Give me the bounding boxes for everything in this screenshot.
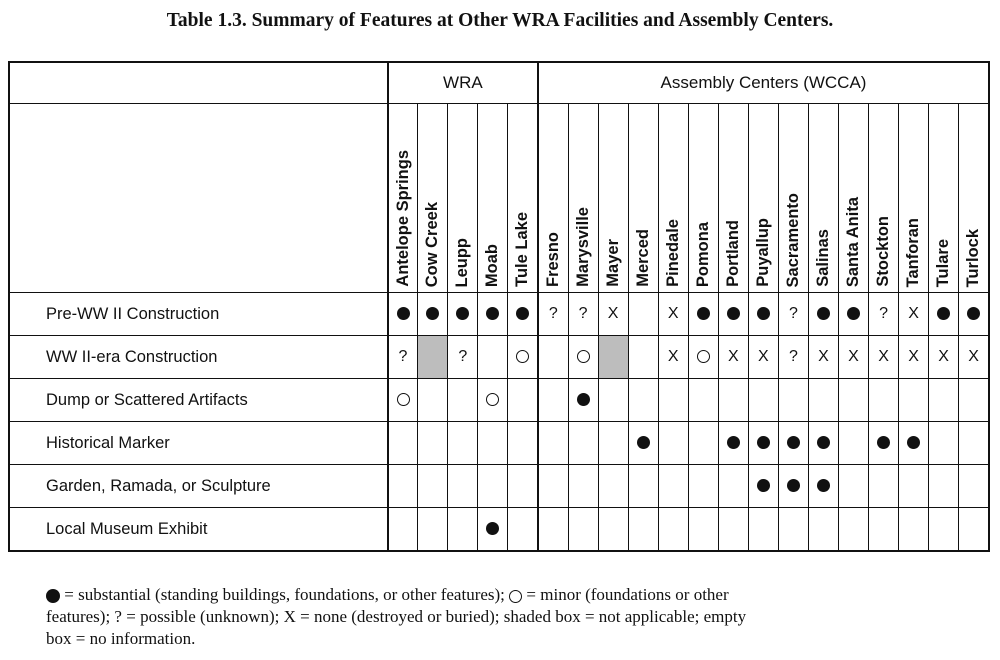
substantial-cell <box>748 422 778 465</box>
substantial-cell <box>869 422 899 465</box>
column-header <box>838 104 868 293</box>
question-mark: ? <box>788 348 798 365</box>
filled-circle-icon <box>817 436 830 449</box>
empty-cell <box>388 465 418 508</box>
possible-cell <box>869 293 899 336</box>
empty-cell <box>778 508 808 552</box>
substantial-cell <box>388 293 418 336</box>
substantial-cell <box>448 293 478 336</box>
question-mark: ? <box>788 305 798 322</box>
column-header <box>448 104 478 293</box>
possible-cell <box>778 336 808 379</box>
empty-cell <box>869 465 899 508</box>
column-header-label: Marysville <box>573 207 592 287</box>
substantial-cell <box>718 422 748 465</box>
empty-cell <box>688 508 718 552</box>
none-cell <box>718 336 748 379</box>
filled-circle-icon <box>757 436 770 449</box>
table-row <box>9 293 989 336</box>
filled-circle-icon <box>907 436 920 449</box>
empty-cell <box>478 336 508 379</box>
none-cell <box>598 293 628 336</box>
substantial-cell <box>508 293 538 336</box>
empty-cell <box>899 379 929 422</box>
empty-cell <box>448 465 478 508</box>
empty-cell <box>568 422 598 465</box>
x-mark: X <box>878 348 889 365</box>
column-header <box>688 104 718 293</box>
none-cell <box>748 336 778 379</box>
empty-cell <box>628 379 658 422</box>
column-header-label: Cow Creek <box>423 201 442 287</box>
open-circle-icon <box>397 393 410 406</box>
empty-cell <box>478 465 508 508</box>
column-header <box>808 104 838 293</box>
filled-circle-icon <box>937 307 950 320</box>
none-cell <box>959 336 989 379</box>
empty-cell <box>628 465 658 508</box>
column-header-label: Merced <box>633 229 652 287</box>
empty-cell <box>808 379 838 422</box>
none-cell <box>869 336 899 379</box>
empty-cell <box>568 508 598 552</box>
possible-cell <box>568 293 598 336</box>
empty-cell <box>628 293 658 336</box>
empty-cell <box>478 422 508 465</box>
empty-cell <box>869 379 899 422</box>
open-circle-icon <box>577 350 590 363</box>
column-header-label: Tule Lake <box>513 212 532 287</box>
minor-symbol-icon <box>509 590 522 603</box>
open-circle-icon <box>516 350 529 363</box>
substantial-cell <box>838 293 868 336</box>
column-header <box>658 104 688 293</box>
table-row <box>9 508 989 552</box>
column-header <box>628 104 658 293</box>
filled-circle-icon <box>577 393 590 406</box>
column-header-row <box>9 104 989 293</box>
x-mark: X <box>607 305 619 322</box>
filled-circle-icon <box>637 436 650 449</box>
column-header <box>899 104 929 293</box>
empty-cell <box>448 508 478 552</box>
possible-cell <box>778 293 808 336</box>
table-title: Table 1.3. Summary of Features at Other WRA Facilities and Assembly Centers. <box>166 10 834 31</box>
substantial-cell <box>718 293 748 336</box>
empty-cell <box>388 422 418 465</box>
column-header-label: Stockton <box>874 216 893 287</box>
filled-circle-icon <box>817 479 830 492</box>
filled-circle-icon <box>787 479 800 492</box>
minor-cell <box>568 336 598 379</box>
column-header-label: Moab <box>483 243 502 287</box>
column-header-label: Fresno <box>543 231 562 287</box>
none-cell <box>838 336 868 379</box>
substantial-cell <box>418 293 448 336</box>
filled-circle-icon <box>757 307 770 320</box>
column-header <box>478 104 508 293</box>
row-label: Garden, Ramada, or Sculpture <box>9 465 388 508</box>
empty-cell <box>538 422 568 465</box>
substantial-cell <box>959 293 989 336</box>
empty-cell <box>959 465 989 508</box>
column-header-label: Salinas <box>813 229 832 287</box>
legend-line1: = substantial (standing buildings, foundations, or other features); <box>60 585 510 604</box>
empty-cell <box>718 465 748 508</box>
empty-cell <box>418 422 448 465</box>
none-cell <box>899 293 929 336</box>
empty-cell <box>688 422 718 465</box>
empty-cell <box>959 508 989 552</box>
substantial-cell <box>808 422 838 465</box>
column-header-label: Tanforan <box>904 217 923 287</box>
group-header-row <box>9 62 989 104</box>
empty-cell <box>598 508 628 552</box>
empty-cell <box>929 422 959 465</box>
none-cell <box>929 336 959 379</box>
empty-cell <box>748 379 778 422</box>
empty-cell <box>899 508 929 552</box>
row-label: Pre-WW II Construction <box>9 293 388 336</box>
empty-cell <box>598 465 628 508</box>
x-mark: X <box>818 348 829 365</box>
not-applicable-cell <box>598 336 628 379</box>
column-header <box>869 104 899 293</box>
question-mark: ? <box>578 305 588 322</box>
substantial-cell <box>568 379 598 422</box>
possible-cell <box>538 293 568 336</box>
column-header <box>778 104 808 293</box>
empty-cell <box>448 422 478 465</box>
column-header <box>929 104 959 293</box>
empty-cell <box>838 465 868 508</box>
filled-circle-icon <box>486 522 499 535</box>
none-cell <box>899 336 929 379</box>
filled-circle-icon <box>877 436 890 449</box>
column-header <box>748 104 778 293</box>
minor-cell <box>688 336 718 379</box>
x-mark: X <box>968 348 979 365</box>
column-header-label: Sacramento <box>783 192 802 287</box>
filled-circle-icon <box>787 436 800 449</box>
open-circle-icon <box>697 350 710 363</box>
legend-line1b: = minor (foundations or other <box>522 585 729 604</box>
empty-cell <box>508 379 538 422</box>
empty-cell <box>568 465 598 508</box>
column-header <box>568 104 598 293</box>
filled-circle-icon <box>727 436 740 449</box>
column-header-label: Antelope Springs <box>393 150 412 287</box>
empty-cell <box>598 379 628 422</box>
empty-cell <box>658 508 688 552</box>
empty-cell <box>688 379 718 422</box>
empty-cell <box>658 379 688 422</box>
empty-cell <box>718 379 748 422</box>
feature-table-wrapper <box>8 61 990 552</box>
minor-cell <box>508 336 538 379</box>
empty-cell <box>838 422 868 465</box>
substantial-cell <box>899 422 929 465</box>
x-mark: X <box>908 348 919 365</box>
empty-cell <box>658 422 688 465</box>
x-mark: X <box>667 305 679 322</box>
group-header-assembly-centers: Assembly Centers (WCCA) <box>538 62 989 104</box>
empty-cell <box>538 336 568 379</box>
column-header-label: Pomona <box>693 221 712 287</box>
empty-cell <box>929 508 959 552</box>
empty-cell <box>628 508 658 552</box>
empty-cell <box>838 379 868 422</box>
substantial-cell <box>478 293 508 336</box>
column-header <box>418 104 448 293</box>
table-row <box>9 465 989 508</box>
empty-cell <box>748 508 778 552</box>
empty-cell <box>929 465 959 508</box>
possible-cell <box>448 336 478 379</box>
filled-circle-icon <box>697 307 710 320</box>
x-mark: X <box>727 348 739 365</box>
empty-cell <box>718 508 748 552</box>
empty-cell <box>418 465 448 508</box>
x-mark: X <box>667 348 679 365</box>
possible-cell <box>388 336 418 379</box>
empty-cell <box>388 508 418 552</box>
table-row <box>9 336 989 379</box>
question-mark: ? <box>398 348 408 365</box>
group-header-wra: WRA <box>388 62 538 104</box>
question-mark: ? <box>548 305 558 322</box>
empty-cell <box>929 379 959 422</box>
empty-cell <box>688 465 718 508</box>
open-circle-icon <box>486 393 499 406</box>
table-row <box>9 422 989 465</box>
empty-cell <box>658 465 688 508</box>
column-header <box>718 104 748 293</box>
filled-circle-icon <box>397 307 410 320</box>
filled-circle-icon <box>516 307 529 320</box>
feature-summary-table <box>8 61 990 552</box>
column-header-label: Mayer <box>603 239 622 287</box>
substantial-cell <box>778 422 808 465</box>
x-mark: X <box>908 305 919 322</box>
header-corner-bottom <box>9 104 388 293</box>
question-mark: ? <box>458 348 468 365</box>
substantial-cell <box>688 293 718 336</box>
empty-cell <box>448 379 478 422</box>
column-header-label: Puyallup <box>753 218 772 287</box>
filled-circle-icon <box>817 307 830 320</box>
minor-cell <box>478 379 508 422</box>
empty-cell <box>508 422 538 465</box>
column-header-label: Turlock <box>964 228 983 287</box>
substantial-cell <box>478 508 508 552</box>
header-corner-top <box>9 62 388 104</box>
substantial-cell <box>778 465 808 508</box>
legend-line3: box = no information. <box>46 629 196 648</box>
column-header <box>508 104 538 293</box>
filled-circle-icon <box>456 307 469 320</box>
substantial-cell <box>628 422 658 465</box>
x-mark: X <box>848 348 859 365</box>
not-applicable-cell <box>418 336 448 379</box>
substantial-symbol-icon <box>46 589 60 603</box>
row-label: WW II-era Construction <box>9 336 388 379</box>
empty-cell <box>508 465 538 508</box>
empty-cell <box>418 379 448 422</box>
empty-cell <box>508 508 538 552</box>
column-header-label: Leupp <box>453 237 472 287</box>
substantial-cell <box>929 293 959 336</box>
legend-note <box>46 584 926 650</box>
none-cell <box>658 293 688 336</box>
substantial-cell <box>748 465 778 508</box>
column-header <box>388 104 418 293</box>
table-row <box>9 379 989 422</box>
row-label: Dump or Scattered Artifacts <box>9 379 388 422</box>
column-header-label: Santa Anita <box>843 196 862 287</box>
column-header <box>598 104 628 293</box>
empty-cell <box>538 508 568 552</box>
question-mark: ? <box>879 305 888 322</box>
empty-cell <box>598 422 628 465</box>
column-header <box>959 104 989 293</box>
column-header-label: Pinedale <box>663 219 682 287</box>
substantial-cell <box>808 465 838 508</box>
empty-cell <box>808 508 838 552</box>
minor-cell <box>388 379 418 422</box>
none-cell <box>808 336 838 379</box>
filled-circle-icon <box>757 479 770 492</box>
filled-circle-icon <box>847 307 860 320</box>
empty-cell <box>959 422 989 465</box>
substantial-cell <box>808 293 838 336</box>
empty-cell <box>418 508 448 552</box>
row-label: Local Museum Exhibit <box>9 508 388 552</box>
filled-circle-icon <box>727 307 740 320</box>
empty-cell <box>838 508 868 552</box>
filled-circle-icon <box>967 307 980 320</box>
empty-cell <box>778 379 808 422</box>
column-header-label: Tulare <box>934 238 953 287</box>
empty-cell <box>538 379 568 422</box>
column-header <box>538 104 568 293</box>
row-label: Historical Marker <box>9 422 388 465</box>
empty-cell <box>899 465 929 508</box>
empty-cell <box>869 508 899 552</box>
substantial-cell <box>748 293 778 336</box>
x-mark: X <box>938 348 949 365</box>
filled-circle-icon <box>426 307 439 320</box>
none-cell <box>658 336 688 379</box>
filled-circle-icon <box>486 307 499 320</box>
empty-cell <box>628 336 658 379</box>
legend-line2: features); ? = possible (unknown); X = none (destroyed or buried); shaded box = not applicable; empty <box>46 607 747 626</box>
column-header-label: Portland <box>723 220 742 287</box>
x-mark: X <box>758 348 769 365</box>
empty-cell <box>538 465 568 508</box>
empty-cell <box>959 379 989 422</box>
